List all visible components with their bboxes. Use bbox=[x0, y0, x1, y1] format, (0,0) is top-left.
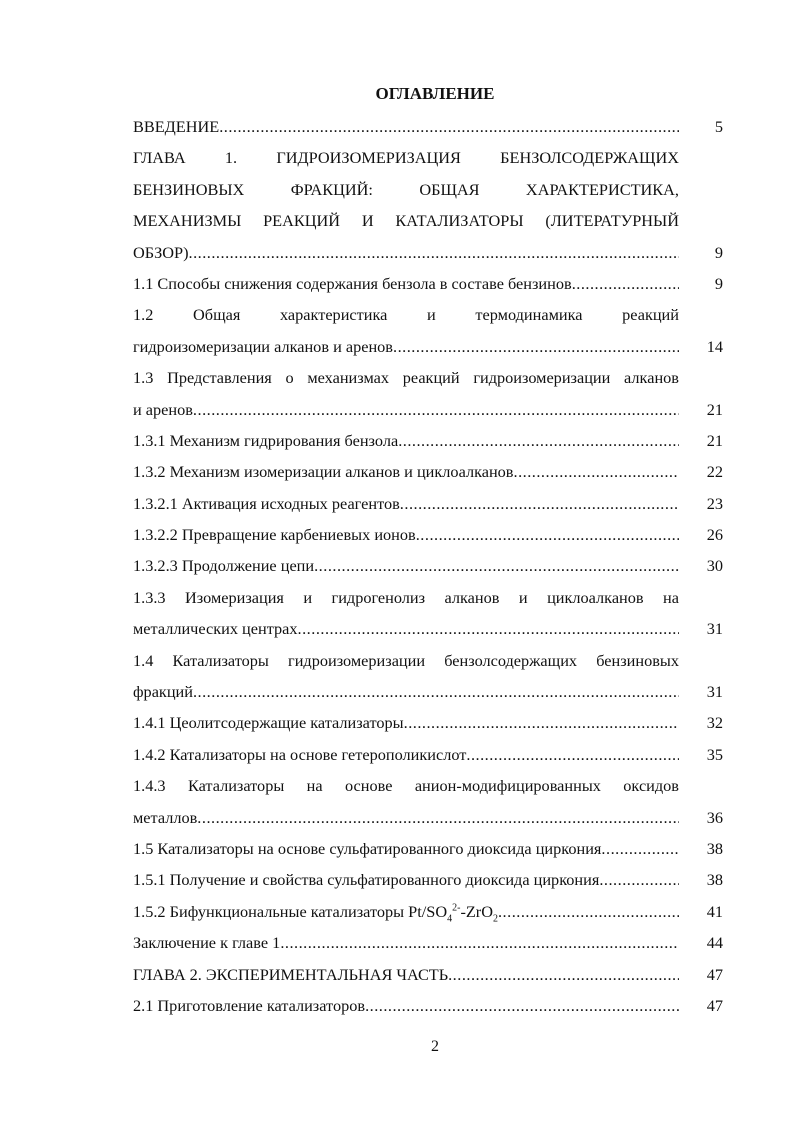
toc-entry[interactable] bbox=[133, 456, 723, 487]
toc-entry-line: 1.4.3 Катализаторы на основе анион-модифицированных оксидов bbox=[133, 776, 679, 796]
toc-entry[interactable] bbox=[133, 362, 723, 425]
toc-entry[interactable] bbox=[133, 959, 723, 990]
toc-entry-text bbox=[133, 896, 498, 927]
toc-entry-last-line bbox=[133, 550, 679, 581]
toc-title: ОГЛАВЛЕНИЕ bbox=[375, 84, 495, 103]
toc-entry[interactable] bbox=[133, 299, 723, 362]
toc-entry[interactable] bbox=[133, 645, 723, 708]
toc-entry-line: МЕХАНИЗМЫ РЕАКЦИЙ И КАТАЛИЗАТОРЫ (ЛИТЕРАТУРНЫЙ bbox=[133, 211, 679, 231]
toc-entry-last-line bbox=[133, 896, 679, 927]
toc-entry-last-line bbox=[133, 394, 679, 425]
toc-entry-last-line bbox=[133, 456, 679, 487]
toc-entry-line: ГЛАВА 1. ГИДРОИЗОМЕРИЗАЦИЯ БЕНЗОЛСОДЕРЖАЩИХ bbox=[133, 148, 679, 168]
dot-leader bbox=[219, 111, 679, 142]
page-number: 2 bbox=[431, 1038, 439, 1055]
toc-entry[interactable] bbox=[133, 425, 723, 456]
toc-entry-text: ОБЗОР) bbox=[133, 242, 189, 262]
toc-entry[interactable] bbox=[133, 111, 723, 142]
toc-entry-text: 1.5 Катализаторы на основе сульфатированного диоксида циркония bbox=[133, 838, 602, 858]
toc-entry[interactable] bbox=[133, 770, 723, 833]
toc-entry-last-line bbox=[133, 833, 679, 864]
toc-page-number: 22 bbox=[706, 462, 723, 482]
toc-entry-text: 2.1 Приготовление катализаторов bbox=[133, 995, 366, 1015]
toc-entry-text: 1.1 Способы снижения содержания бензола в составе бензинов bbox=[133, 273, 572, 293]
toc-entry-last-line bbox=[133, 707, 679, 738]
toc-entry-text: Заключение к главе 1 bbox=[133, 933, 281, 953]
formula-subscript: 4 bbox=[447, 913, 453, 925]
toc-entry-text: металлических центрах bbox=[133, 619, 298, 639]
toc-page-number: 31 bbox=[706, 619, 723, 639]
toc-entry[interactable] bbox=[133, 739, 723, 770]
toc-page-number: 21 bbox=[706, 430, 723, 450]
toc-entry-last-line bbox=[133, 927, 679, 958]
dot-leader bbox=[466, 739, 679, 770]
formula-text: -ZrO bbox=[460, 901, 493, 921]
dot-leader bbox=[189, 237, 680, 268]
toc-page-number: 9 bbox=[714, 273, 723, 293]
toc-entry-last-line bbox=[133, 613, 679, 644]
toc-page-number: 41 bbox=[706, 901, 723, 921]
dot-leader bbox=[193, 394, 679, 425]
toc-page-number: 47 bbox=[706, 964, 723, 984]
toc-entry-last-line bbox=[133, 425, 679, 456]
toc-entry-text: ГЛАВА 2. ЭКСПЕРИМЕНТАЛЬНАЯ ЧАСТЬ bbox=[133, 964, 449, 984]
dot-leader bbox=[599, 864, 679, 895]
toc-entry-text: 1.5.1 Получение и свойства сульфатированного диоксида циркония bbox=[133, 870, 600, 890]
toc-page-number: 44 bbox=[706, 933, 723, 953]
toc-page-number: 30 bbox=[706, 556, 723, 576]
toc-page-number: 36 bbox=[706, 807, 723, 827]
dot-leader bbox=[393, 331, 679, 362]
toc-entry-text: 1.3.2.2 Превращение карбениевых ионов bbox=[133, 525, 416, 545]
toc-page-number: 35 bbox=[706, 744, 723, 764]
toc-entry[interactable] bbox=[133, 896, 723, 927]
toc-entry-line: 1.4 Катализаторы гидроизомеризации бензолсодержащих бензиновых bbox=[133, 650, 679, 670]
toc-entry-last-line bbox=[133, 739, 679, 770]
toc-entry[interactable] bbox=[133, 707, 723, 738]
toc-page-number: 23 bbox=[706, 493, 723, 513]
toc-page-number: 26 bbox=[706, 525, 723, 545]
dot-leader bbox=[314, 550, 679, 581]
dot-leader bbox=[572, 268, 679, 299]
dot-leader bbox=[601, 833, 679, 864]
toc-entry[interactable] bbox=[133, 927, 723, 958]
toc-entry-text: 1.4.1 Цеолитсодержащие катализаторы bbox=[133, 713, 404, 733]
toc-entry-last-line bbox=[133, 331, 679, 362]
toc-entry-text: 1.3.2 Механизм изомеризации алканов и циклоалканов bbox=[133, 462, 514, 482]
toc-entry[interactable] bbox=[133, 864, 723, 895]
toc-entry-text: 1.3.2.1 Активация исходных реагентов bbox=[133, 493, 400, 513]
dot-leader bbox=[298, 613, 679, 644]
toc-entry-text: и аренов bbox=[133, 399, 193, 419]
toc-page-number: 47 bbox=[706, 995, 723, 1015]
toc-page-number: 21 bbox=[706, 399, 723, 419]
dot-leader bbox=[416, 519, 679, 550]
dot-leader bbox=[197, 802, 679, 833]
toc-entry[interactable] bbox=[133, 990, 723, 1021]
toc-entry-line: 1.3 Представления о механизмах реакций гидроизомеризации алканов bbox=[133, 368, 679, 388]
dot-leader bbox=[365, 990, 679, 1021]
toc-entry[interactable] bbox=[133, 488, 723, 519]
dot-leader bbox=[400, 488, 679, 519]
toc-entry-text: 1.3.2.3 Продолжение цепи bbox=[133, 556, 315, 576]
dot-leader bbox=[498, 896, 679, 927]
toc-entry-last-line bbox=[133, 111, 679, 142]
toc-entry-text: фракций bbox=[133, 682, 193, 702]
toc-entry-text: металлов bbox=[133, 807, 198, 827]
toc-entry-last-line bbox=[133, 268, 679, 299]
dot-leader bbox=[280, 927, 679, 958]
toc-entry[interactable] bbox=[133, 582, 723, 645]
dot-leader bbox=[404, 707, 679, 738]
toc-page-number: 38 bbox=[706, 870, 723, 890]
toc-page-number: 32 bbox=[706, 713, 723, 733]
toc-entry[interactable] bbox=[133, 142, 723, 268]
toc-page-number: 9 bbox=[714, 242, 723, 262]
toc-entry[interactable] bbox=[133, 519, 723, 550]
toc-page-number: 5 bbox=[714, 117, 723, 136]
toc-page-number: 14 bbox=[706, 336, 723, 356]
toc-entry-text: гидроизомеризации алканов и аренов bbox=[133, 336, 393, 356]
formula-text: 1.5.2 Бифункциональные катализаторы Pt/SO bbox=[133, 901, 448, 921]
toc-entry-line: 1.3.3 Изомеризация и гидрогенолиз алканов и циклоалканов на bbox=[133, 587, 679, 607]
dot-leader bbox=[514, 456, 680, 487]
toc-entry[interactable] bbox=[133, 268, 723, 299]
toc-entry-last-line bbox=[133, 676, 679, 707]
toc-entry-last-line bbox=[133, 959, 679, 990]
formula-superscript: 2- bbox=[452, 902, 461, 914]
toc-entry-line: 1.2 Общая характеристика и термодинамика реакций bbox=[133, 305, 679, 325]
toc-entry-text: 1.3.1 Механизм гидрирования бензола bbox=[133, 430, 399, 450]
toc-entry-last-line bbox=[133, 519, 679, 550]
toc-entry-last-line bbox=[133, 990, 679, 1021]
dot-leader bbox=[448, 959, 679, 990]
formula-subscript: 2 bbox=[492, 913, 498, 925]
dot-leader bbox=[398, 425, 679, 456]
toc-entry-last-line bbox=[133, 237, 679, 268]
toc-entry[interactable] bbox=[133, 550, 723, 581]
dot-leader bbox=[193, 676, 679, 707]
toc-entry-last-line bbox=[133, 864, 679, 895]
toc-entry-last-line bbox=[133, 488, 679, 519]
toc-entry[interactable] bbox=[133, 833, 723, 864]
toc-entry-last-line bbox=[133, 802, 679, 833]
table-of-contents bbox=[133, 111, 723, 1021]
toc-page-number: 38 bbox=[706, 838, 723, 858]
toc-entry-text: ВВЕДЕНИЕ bbox=[133, 117, 220, 136]
toc-entry-line: БЕНЗИНОВЫХ ФРАКЦИЙ: ОБЩАЯ ХАРАКТЕРИСТИКА, bbox=[133, 179, 679, 199]
toc-entry-text: 1.4.2 Катализаторы на основе гетерополикислот bbox=[133, 744, 467, 764]
toc-page-number: 31 bbox=[706, 682, 723, 702]
